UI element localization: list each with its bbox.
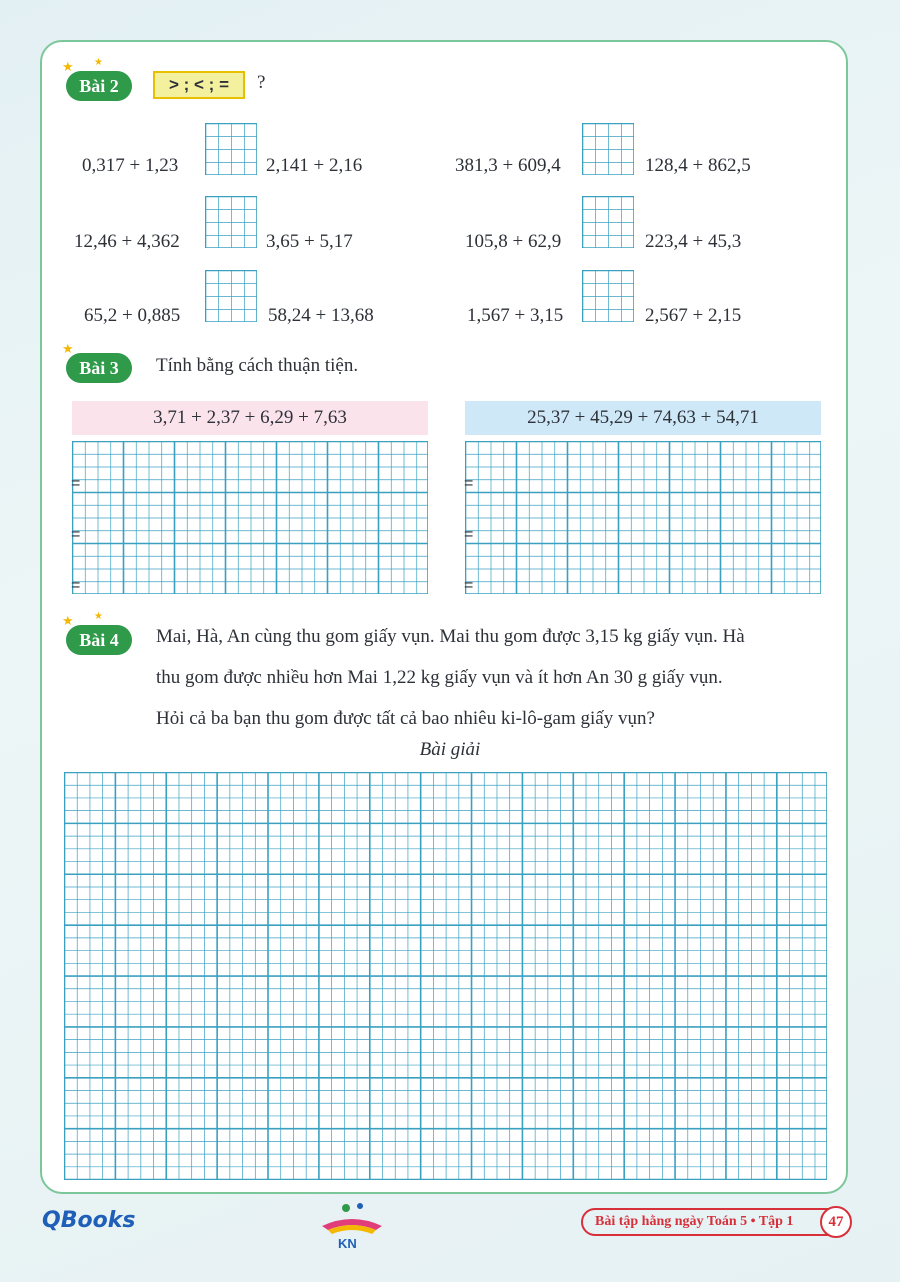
comparison-left-expr: 105,8 + 62,9 [465, 231, 562, 252]
answer-grid-box[interactable] [205, 123, 257, 175]
exercise-4-badge: Bài 4 [66, 625, 132, 655]
exercise-2-badge: Bài 2 [66, 71, 132, 101]
comparison-right-expr: 2,567 + 2,15 [645, 305, 742, 326]
star-icon: ★ [62, 613, 74, 628]
calculation-grid-left[interactable] [72, 441, 428, 594]
expression-banner-left: 3,71 + 2,37 + 6,29 + 7,63 [72, 401, 428, 435]
comparison-left-expr: 0,317 + 1,23 [82, 155, 179, 176]
comparison-right-expr: 3,65 + 5,17 [266, 231, 353, 252]
comparison-right-expr: 58,24 + 13,68 [268, 305, 374, 326]
expression-banner-right: 25,37 + 45,29 + 74,63 + 54,71 [465, 401, 821, 435]
equals-sign: = [71, 526, 81, 543]
comparison-right-expr: 223,4 + 45,3 [645, 231, 742, 252]
comparison-left-expr: 65,2 + 0,885 [84, 305, 181, 326]
comparison-right-expr: 128,4 + 862,5 [645, 155, 751, 176]
comparison-left-expr: 381,3 + 609,4 [455, 155, 561, 176]
star-icon: ★ [62, 341, 74, 356]
comparison-left-expr: 1,567 + 3,15 [467, 305, 564, 326]
comparison-right-expr: 2,141 + 2,16 [266, 155, 363, 176]
exercise-3-instruction: Tính bằng cách thuận tiện. [156, 355, 359, 376]
answer-grid-box[interactable] [582, 196, 634, 248]
answer-grid-box[interactable] [205, 196, 257, 248]
book-title: Bài tập hằng ngày Toán 5 • Tập 1 [581, 1208, 849, 1236]
exercise-3-badge: Bài 3 [66, 353, 132, 383]
problem-text-line: Mai, Hà, An cùng thu gom giấy vụn. Mai thu gom được 3,15 kg giấy vụn. Hà [156, 626, 745, 647]
star-icon: ★ [94, 611, 103, 622]
equals-sign: = [464, 526, 474, 543]
kn-book-logo [316, 1198, 388, 1250]
star-icon: ★ [94, 57, 103, 68]
answer-grid-box[interactable] [582, 123, 634, 175]
equals-sign: = [464, 475, 474, 492]
problem-text-line: thu gom được nhiều hơn Mai 1,22 kg giấy vụn và ít hơn An 30 g giấy vụn. [156, 667, 723, 688]
comparison-left-expr: 12,46 + 4,362 [74, 231, 180, 252]
equals-sign: = [71, 577, 81, 594]
star-icon: ★ [62, 59, 74, 74]
page-number: 47 [820, 1206, 852, 1238]
kn-logo-text: KN [338, 1236, 357, 1250]
answer-grid-box[interactable] [582, 270, 634, 322]
compare-symbols-box: > ; < ; = [153, 71, 245, 99]
solution-heading: Bài giải [419, 739, 481, 760]
answer-grid-box[interactable] [205, 270, 257, 322]
problem-text-line: Hỏi cả ba bạn thu gom được tất cả bao nhiêu ki-lô-gam giấy vụn? [156, 708, 655, 729]
question-mark: ? [257, 72, 266, 93]
solution-grid[interactable] [64, 772, 827, 1180]
equals-sign: = [71, 475, 81, 492]
publisher-logo: QBooks [42, 1208, 136, 1233]
equals-sign: = [464, 577, 474, 594]
calculation-grid-right[interactable] [465, 441, 821, 594]
